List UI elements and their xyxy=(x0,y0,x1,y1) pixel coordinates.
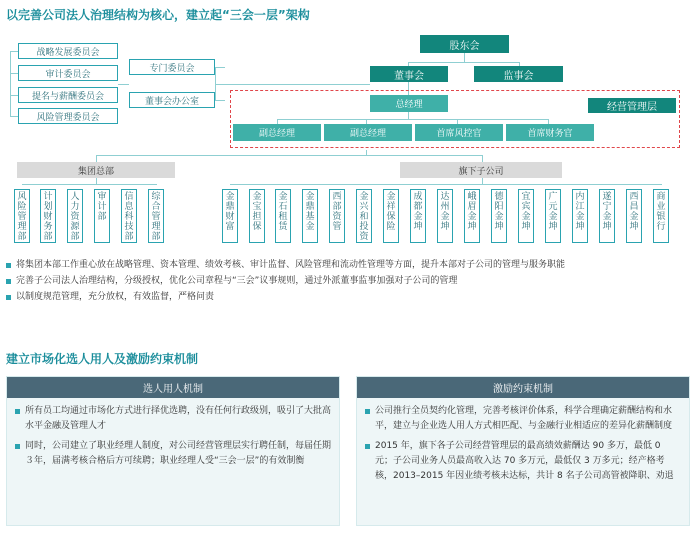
panel-body xyxy=(365,404,681,489)
connector-line xyxy=(10,73,18,74)
hq-department: 信息科技部 xyxy=(121,189,137,243)
hq-department: 综合管理部 xyxy=(148,189,164,243)
connector-line xyxy=(10,51,18,52)
hq-department: 审计部 xyxy=(94,189,110,243)
connector-line xyxy=(10,51,11,116)
panel-item: 公司推行全员契约化管理，完善考核评价体系，科学合理确定薪酬结构和水平，建立与企业选人用人方式相匹配、与金融行业相适应的差异化薪酬制度 xyxy=(365,404,681,434)
subsidiary-company: 西昌金坤 xyxy=(626,189,642,243)
subsidiary-company: 峨眉金坤 xyxy=(464,189,480,243)
hq-department: 计划财务部 xyxy=(40,189,56,243)
subsidiary-company: 商业银行 xyxy=(653,189,669,243)
connector-line xyxy=(408,62,520,63)
committee-box: 战略发展委员会 xyxy=(18,43,118,59)
bullet-item: 完善子公司法人治理结构，分级授权，优化公司章程与“三会”议事规则，通过外派董事监事加强对子公司的管理 xyxy=(6,274,686,288)
subsidiary-company: 广元金坤 xyxy=(545,189,561,243)
connector-line xyxy=(215,84,370,85)
connector-line xyxy=(96,155,483,156)
subsidiary-company: 金兴和投资 xyxy=(356,189,372,243)
manager-box: 首席财务官 xyxy=(506,124,594,141)
subsidiary-company: 金祥保险 xyxy=(383,189,399,243)
hiring-mechanism-panel xyxy=(6,376,340,526)
panel-item: 同时，公司建立了职业经理人制度，对公司经营管理层实行聘任制，每届任期３年，届满考核合格后方可续聘；职业经理人受“三会一层”的有效制衡 xyxy=(15,439,331,469)
subsidiary-company: 内江金坤 xyxy=(572,189,588,243)
subsidiaries-box: 旗下子公司 xyxy=(400,162,562,178)
manager-box: 副总经理 xyxy=(233,124,321,141)
connector-line xyxy=(215,67,225,68)
group-hq-box: 集团总部 xyxy=(17,162,175,178)
hq-department: 风险管理部 xyxy=(14,189,30,243)
connector-line xyxy=(22,184,157,185)
connector-line xyxy=(215,100,225,101)
manager-box: 首席风控官 xyxy=(415,124,503,141)
panel-body xyxy=(15,404,331,474)
subsidiary-company: 达州金坤 xyxy=(437,189,453,243)
board-office-box: 董事会办公室 xyxy=(129,92,215,108)
hq-department: 人力资源部 xyxy=(67,189,83,243)
bullet-item: 将集团本部工作重心放在战略管理、资本管理、绩效考核、审计监督、风险管理和流动性管理等方面，提升本部对子公司的管理与服务职能 xyxy=(6,258,686,272)
committee-box: 风险管理委员会 xyxy=(18,108,118,124)
connector-line xyxy=(10,95,18,96)
panel-item: 2015 年，旗下各子公司经营管理层的最高绩效薪酬达 90 多万，最低 0 元；子公司业务人员最高收入达 70 多万元，最低仅 3 万多元；经产格考核，2013–2015 年因业绩考核未达标，共计 8 名子公司高管被降职、劝退 xyxy=(365,439,681,484)
subsidiary-company: 宜宾金坤 xyxy=(518,189,534,243)
shareholders-meeting-box: 股东会 xyxy=(420,35,509,53)
bullet-item: 以制度规范管理，充分放权，有效监督，严格问责 xyxy=(6,290,686,304)
section2-title: 建立市场化选人用人及激励约束机制 xyxy=(6,352,199,366)
connector-line xyxy=(482,155,483,162)
board-box: 董事会 xyxy=(370,66,448,82)
connector-line xyxy=(215,67,216,101)
subsidiary-company: 金鼎基金 xyxy=(302,189,318,243)
management-label-box: 经营管理层 xyxy=(588,98,676,113)
connector-line xyxy=(118,84,129,85)
committee-box: 提名与薪酬委员会 xyxy=(18,87,118,103)
subsidiary-company: 金鼎财富 xyxy=(222,189,238,243)
subsidiary-company: 德阳金坤 xyxy=(491,189,507,243)
connector-line xyxy=(230,184,662,185)
section1-title: 以完善公司法人治理结构为核心，建立起“三会一层”架构 xyxy=(6,8,310,22)
section1-bullets xyxy=(6,258,686,306)
supervisors-box: 监事会 xyxy=(474,66,563,82)
incentive-mechanism-panel xyxy=(356,376,690,526)
subsidiary-company: 金石租赁 xyxy=(275,189,291,243)
subsidiary-company: 西部资管 xyxy=(329,189,345,243)
committee-box: 审计委员会 xyxy=(18,65,118,81)
subsidiary-company: 金宝担保 xyxy=(249,189,265,243)
subsidiary-company: 成都金坤 xyxy=(410,189,426,243)
manager-box: 副总经理 xyxy=(324,124,412,141)
general-manager-box: 总经理 xyxy=(370,95,448,112)
subsidiary-company: 遂宁金坤 xyxy=(599,189,615,243)
connector-line xyxy=(10,116,18,117)
special-committee-box: 专门委员会 xyxy=(129,59,215,75)
panel-header: 选人用人机制 xyxy=(7,377,339,398)
panel-item: 所有员工均通过市场化方式进行择优选聘，没有任何行政级别，吸引了大批高水平金融及管理人才 xyxy=(15,404,331,434)
panel-header: 激励约束机制 xyxy=(357,377,689,398)
connector-line xyxy=(96,155,97,162)
